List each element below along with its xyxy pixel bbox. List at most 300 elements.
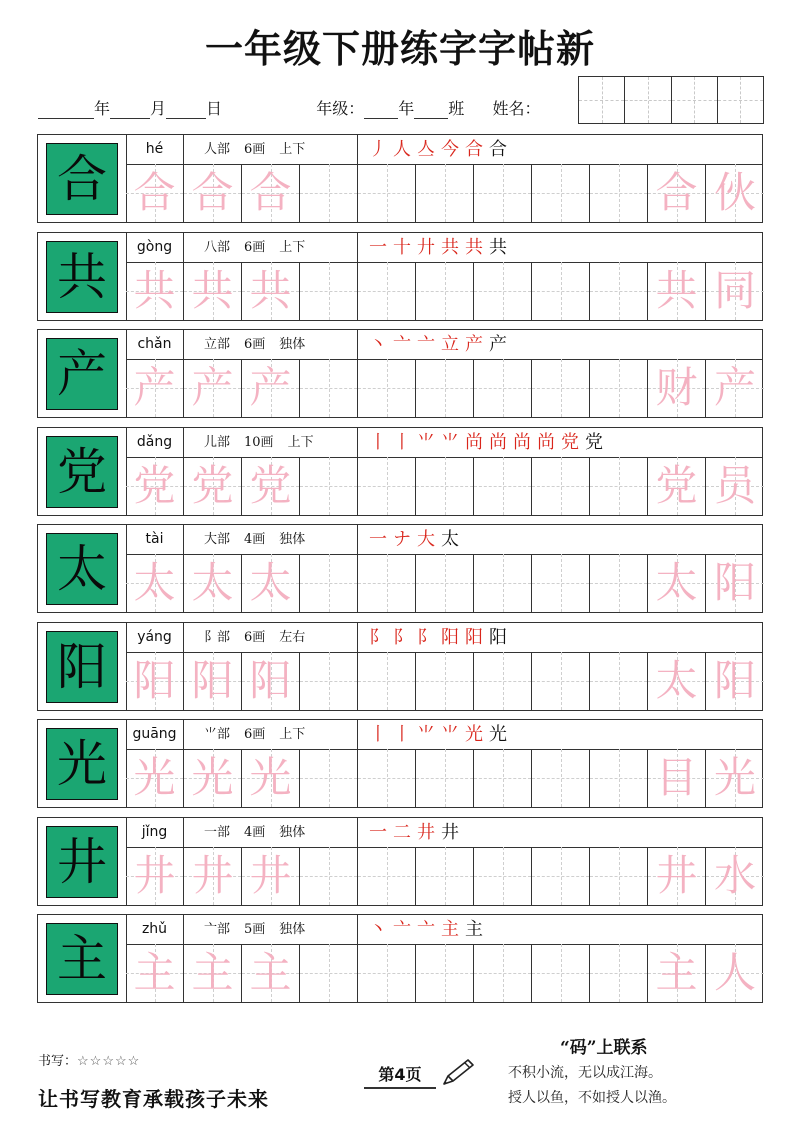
stroke-order <box>366 818 746 847</box>
rating-stars[interactable]: ☆☆☆☆☆ <box>77 1054 141 1069</box>
tian-grid-cell[interactable] <box>474 554 532 612</box>
stroke-step: 党 <box>561 431 579 453</box>
tian-grid-cell[interactable] <box>474 359 532 417</box>
pen-icon <box>440 1058 476 1088</box>
stroke-step: 产 <box>465 333 483 355</box>
trace-character: 太 <box>249 558 292 607</box>
tian-grid-cell[interactable] <box>126 847 184 905</box>
tian-grid-cell[interactable] <box>242 164 300 222</box>
stroke-step: 亠 <box>417 333 435 355</box>
structure: 独体 <box>279 825 306 840</box>
tian-grid-cell[interactable] <box>706 457 764 515</box>
tian-grid-cell[interactable] <box>706 749 764 807</box>
stroke-order <box>366 428 746 457</box>
stroke-step: 合 <box>489 138 507 160</box>
model-character-cell <box>38 623 127 710</box>
tian-grid-cell[interactable] <box>126 652 184 710</box>
pinyin: zhǔ <box>126 915 184 944</box>
trace-character: 井 <box>191 851 234 900</box>
stroke-step: 丨 <box>393 723 411 745</box>
tian-grid-cell[interactable] <box>184 457 242 515</box>
stroke-step: 党 <box>585 431 603 453</box>
character-info-row <box>126 233 762 263</box>
month-blank[interactable] <box>110 102 150 119</box>
character-meta <box>184 525 358 554</box>
tian-grid-cell[interactable] <box>300 164 358 222</box>
tian-grid-row <box>126 164 764 222</box>
quote-line-2: 授人以鱼，不如授人以渔。 <box>508 1090 676 1106</box>
model-character: 党 <box>46 436 118 508</box>
tian-grid-cell[interactable] <box>300 749 358 807</box>
trace-character: 共 <box>249 266 292 315</box>
stroke-step: ナ <box>393 528 411 550</box>
model-character-cell <box>38 428 127 515</box>
tian-grid-cell[interactable] <box>532 944 590 1002</box>
tian-grid-cell[interactable] <box>648 652 706 710</box>
tian-grid-row <box>126 944 764 1002</box>
tian-grid-cell[interactable] <box>532 457 590 515</box>
tian-grid-cell[interactable] <box>590 749 648 807</box>
stroke-step: 合 <box>465 138 483 160</box>
stroke-step: 大 <box>417 528 435 550</box>
character-info-row <box>126 915 762 945</box>
tian-grid-cell[interactable] <box>300 652 358 710</box>
name-box[interactable] <box>625 77 671 123</box>
stroke-step: 尚 <box>489 431 507 453</box>
model-character: 太 <box>46 533 118 605</box>
tian-grid-cell[interactable] <box>648 457 706 515</box>
tian-grid-cell[interactable] <box>358 457 416 515</box>
word-character: 井 <box>655 851 698 900</box>
tian-grid-cell[interactable] <box>474 944 532 1002</box>
tian-grid-cell[interactable] <box>532 652 590 710</box>
page-number: 第4页 <box>364 1062 436 1089</box>
tian-grid-cell[interactable] <box>416 847 474 905</box>
tian-grid-cell[interactable] <box>532 847 590 905</box>
stroke-step: 丶 <box>369 333 387 355</box>
year-label: 年 <box>94 99 111 118</box>
stroke-step: 阝 <box>417 626 435 648</box>
tian-grid-cell[interactable] <box>706 944 764 1002</box>
stroke-order <box>366 915 746 944</box>
model-character-cell <box>38 233 127 320</box>
tian-grid-row <box>126 262 764 320</box>
character-meta <box>184 623 358 652</box>
date-class-line <box>38 96 540 119</box>
stroke-step: 二 <box>393 821 411 843</box>
stroke-step: 丨 <box>369 431 387 453</box>
stroke-order <box>366 135 746 164</box>
tian-grid-row <box>126 652 764 710</box>
stroke-step: 光 <box>465 723 483 745</box>
structure: 上下 <box>279 240 306 255</box>
tian-grid-cell[interactable] <box>474 164 532 222</box>
trace-character: 光 <box>133 753 176 802</box>
tian-grid-cell[interactable] <box>532 554 590 612</box>
stroke-step: 丿 <box>369 138 387 160</box>
tian-grid-cell[interactable] <box>358 847 416 905</box>
character-meta <box>184 135 358 164</box>
tian-grid-cell[interactable] <box>416 554 474 612</box>
stroke-order <box>366 330 746 359</box>
stroke-step: 阳 <box>465 626 483 648</box>
practice-block <box>37 427 763 516</box>
tian-grid-cell[interactable] <box>242 554 300 612</box>
practice-block <box>37 134 763 223</box>
structure: 上下 <box>279 727 306 742</box>
tian-grid-cell[interactable] <box>648 359 706 417</box>
tian-grid-cell[interactable] <box>648 944 706 1002</box>
tian-grid-cell[interactable] <box>532 164 590 222</box>
trace-character: 主 <box>249 948 292 997</box>
trace-character: 井 <box>133 851 176 900</box>
stroke-step: ⺌ <box>441 723 459 745</box>
tian-grid-cell[interactable] <box>242 847 300 905</box>
tian-grid-cell[interactable] <box>358 554 416 612</box>
tian-grid-cell[interactable] <box>184 262 242 320</box>
model-character: 合 <box>46 143 118 215</box>
stroke-step: ⺌ <box>417 431 435 453</box>
tian-grid-cell[interactable] <box>358 944 416 1002</box>
tian-grid-cell[interactable] <box>474 457 532 515</box>
word-character: 共 <box>655 266 698 315</box>
word-character: 伙 <box>713 168 756 217</box>
tian-grid-cell[interactable] <box>706 847 764 905</box>
writing-rating <box>38 1050 140 1069</box>
stroke-count: 4画 <box>244 532 266 547</box>
tian-grid-cell[interactable] <box>590 847 648 905</box>
radical: 立部 <box>204 337 231 352</box>
practice-block <box>37 232 763 321</box>
character-info-row <box>126 818 762 848</box>
tian-grid-row <box>126 554 764 612</box>
grade-year-label: 年 <box>398 99 415 118</box>
tian-grid-cell[interactable] <box>416 652 474 710</box>
model-character-cell <box>38 330 127 417</box>
stroke-step: 尚 <box>513 431 531 453</box>
tian-grid-cell[interactable] <box>126 457 184 515</box>
stroke-step: 光 <box>489 723 507 745</box>
stroke-step: ⺌ <box>417 723 435 745</box>
trace-character: 光 <box>249 753 292 802</box>
stroke-count: 6画 <box>244 630 266 645</box>
tian-grid-cell[interactable] <box>590 359 648 417</box>
pinyin: dǎng <box>126 428 184 457</box>
structure: 独体 <box>279 922 306 937</box>
tian-grid-cell[interactable] <box>532 359 590 417</box>
structure: 左右 <box>279 630 306 645</box>
tian-grid-cell[interactable] <box>706 164 764 222</box>
trace-character: 阳 <box>191 656 234 705</box>
tian-grid-cell[interactable] <box>590 554 648 612</box>
trace-character: 共 <box>191 266 234 315</box>
model-character-cell <box>38 135 127 222</box>
stroke-step: 丶 <box>369 918 387 940</box>
word-character: 光 <box>713 753 756 802</box>
tian-grid-cell[interactable] <box>416 944 474 1002</box>
tian-grid-cell[interactable] <box>416 164 474 222</box>
tian-grid-cell[interactable] <box>590 164 648 222</box>
stroke-count: 6画 <box>244 337 266 352</box>
tian-grid-cell[interactable] <box>358 749 416 807</box>
tian-grid-cell[interactable] <box>126 554 184 612</box>
tian-grid-cell[interactable] <box>300 944 358 1002</box>
stroke-order <box>366 525 746 554</box>
pinyin: yáng <box>126 623 184 652</box>
quote-line-1: 不积小流，无以成江海。 <box>508 1065 662 1081</box>
trace-character: 产 <box>191 363 234 412</box>
stroke-step: 太 <box>441 528 459 550</box>
model-character-cell <box>38 720 127 807</box>
year-blank[interactable] <box>38 102 94 119</box>
word-character: 合 <box>655 168 698 217</box>
word-character: 同 <box>713 266 756 315</box>
name-box[interactable] <box>579 77 625 123</box>
word-character: 目 <box>655 753 698 802</box>
tian-grid-cell[interactable] <box>648 554 706 612</box>
tian-grid-cell[interactable] <box>126 359 184 417</box>
tian-grid-cell[interactable] <box>300 262 358 320</box>
trace-character: 主 <box>191 948 234 997</box>
stroke-step: 井 <box>441 821 459 843</box>
tian-grid-cell[interactable] <box>242 359 300 417</box>
stroke-step: 一 <box>369 821 387 843</box>
tian-grid-cell[interactable] <box>648 262 706 320</box>
stroke-step: 亠 <box>393 918 411 940</box>
name-box[interactable] <box>718 77 763 123</box>
stroke-step: 阝 <box>369 626 387 648</box>
trace-character: 太 <box>133 558 176 607</box>
name-label: 姓名： <box>492 99 541 118</box>
trace-character: 共 <box>133 266 176 315</box>
stroke-step: 阳 <box>441 626 459 648</box>
trace-character: 产 <box>249 363 292 412</box>
tian-grid-cell[interactable] <box>358 164 416 222</box>
stroke-step: 阝 <box>393 626 411 648</box>
tian-grid-cell[interactable] <box>300 359 358 417</box>
writing-label: 书写： <box>38 1054 78 1069</box>
tian-grid-cell[interactable] <box>184 847 242 905</box>
stroke-order <box>366 233 746 262</box>
tian-grid-cell[interactable] <box>590 262 648 320</box>
tian-grid-cell[interactable] <box>416 359 474 417</box>
stroke-step: 尚 <box>465 431 483 453</box>
stroke-step: 立 <box>441 333 459 355</box>
word-character: 水 <box>713 851 756 900</box>
tian-grid-cell[interactable] <box>184 554 242 612</box>
tian-grid-cell[interactable] <box>648 847 706 905</box>
practice-block <box>37 719 763 808</box>
word-character: 阳 <box>713 656 756 705</box>
radical: 人部 <box>204 142 231 157</box>
day-blank[interactable] <box>166 102 206 119</box>
word-character: 员 <box>713 461 756 510</box>
stroke-step: 人 <box>393 138 411 160</box>
grade-label: 年级： <box>316 99 365 118</box>
stroke-step: 丨 <box>393 431 411 453</box>
character-info-row <box>126 720 762 750</box>
slogan: 让书写教育承载孩子未来 <box>38 1087 269 1111</box>
word-character: 太 <box>655 656 698 705</box>
tian-grid-cell[interactable] <box>358 652 416 710</box>
stroke-count: 4画 <box>244 825 266 840</box>
tian-grid-cell[interactable] <box>184 164 242 222</box>
tian-grid-cell[interactable] <box>416 457 474 515</box>
name-writing-boxes[interactable] <box>578 76 764 124</box>
tian-grid-cell[interactable] <box>358 359 416 417</box>
word-character: 太 <box>655 558 698 607</box>
word-character: 产 <box>713 363 756 412</box>
word-character: 主 <box>655 948 698 997</box>
tian-grid-cell[interactable] <box>474 847 532 905</box>
character-meta <box>184 428 358 457</box>
trace-character: 党 <box>249 461 292 510</box>
tian-grid-cell[interactable] <box>590 457 648 515</box>
stroke-step: 丨 <box>369 723 387 745</box>
model-character: 共 <box>46 241 118 313</box>
stroke-step: 一 <box>369 528 387 550</box>
tian-grid-cell[interactable] <box>126 164 184 222</box>
character-meta <box>184 720 358 749</box>
tian-grid-cell[interactable] <box>242 457 300 515</box>
stroke-step: 廾 <box>417 236 435 258</box>
tian-grid-cell[interactable] <box>358 262 416 320</box>
stroke-order <box>366 720 746 749</box>
stroke-step: ⺌ <box>441 431 459 453</box>
class-blank[interactable] <box>414 102 448 119</box>
radical: 八部 <box>204 240 231 255</box>
tian-grid-cell[interactable] <box>184 749 242 807</box>
class-label: 班 <box>448 99 465 118</box>
tian-grid-cell[interactable] <box>416 262 474 320</box>
trace-character: 太 <box>191 558 234 607</box>
character-info-row <box>126 428 762 458</box>
stroke-step: 主 <box>441 918 459 940</box>
word-character: 人 <box>713 948 756 997</box>
model-character: 主 <box>46 923 118 995</box>
tian-grid-cell[interactable] <box>648 164 706 222</box>
word-character: 党 <box>655 461 698 510</box>
quote-title: “码”上联系 <box>560 1038 648 1058</box>
stroke-step: 亠 <box>417 918 435 940</box>
tian-grid-cell[interactable] <box>474 749 532 807</box>
model-character-cell <box>38 525 127 612</box>
tian-grid-cell[interactable] <box>184 944 242 1002</box>
character-info-row <box>126 623 762 653</box>
grade-blank[interactable] <box>364 102 398 119</box>
tian-grid-cell[interactable] <box>242 944 300 1002</box>
tian-grid-cell[interactable] <box>474 652 532 710</box>
character-info-row <box>126 525 762 555</box>
model-character-cell <box>38 818 127 905</box>
name-box[interactable] <box>672 77 718 123</box>
model-character: 产 <box>46 338 118 410</box>
tian-grid-cell[interactable] <box>126 749 184 807</box>
tian-grid-cell[interactable] <box>706 359 764 417</box>
structure: 独体 <box>279 337 306 352</box>
stroke-step: 井 <box>417 821 435 843</box>
stroke-step: 主 <box>465 918 483 940</box>
stroke-step: 阳 <box>489 626 507 648</box>
stroke-order <box>366 623 746 652</box>
tian-grid-cell[interactable] <box>706 554 764 612</box>
character-meta <box>184 330 358 359</box>
tian-grid-cell[interactable] <box>242 749 300 807</box>
tian-grid-cell[interactable] <box>300 847 358 905</box>
stroke-count: 10画 <box>244 435 274 450</box>
trace-character: 主 <box>133 948 176 997</box>
tian-grid-cell[interactable] <box>648 749 706 807</box>
trace-character: 合 <box>133 168 176 217</box>
practice-block <box>37 524 763 613</box>
character-meta <box>184 915 358 944</box>
tian-grid-row <box>126 359 764 417</box>
structure: 上下 <box>287 435 314 450</box>
stroke-step: 亠 <box>393 333 411 355</box>
practice-block <box>37 329 763 418</box>
character-meta <box>184 233 358 262</box>
tian-grid-cell[interactable] <box>532 262 590 320</box>
tian-grid-cell[interactable] <box>474 262 532 320</box>
stroke-step: 共 <box>465 236 483 258</box>
tian-grid-cell[interactable] <box>590 944 648 1002</box>
tian-grid-cell[interactable] <box>532 749 590 807</box>
stroke-count: 6画 <box>244 727 266 742</box>
radical: 亠部 <box>204 922 231 937</box>
tian-grid-cell[interactable] <box>242 652 300 710</box>
trace-character: 合 <box>249 168 292 217</box>
tian-grid-cell[interactable] <box>416 749 474 807</box>
pinyin: tài <box>126 525 184 554</box>
stroke-count: 6画 <box>244 240 266 255</box>
tian-grid-cell[interactable] <box>590 652 648 710</box>
pinyin: guāng <box>126 720 184 749</box>
radical: 一部 <box>204 825 231 840</box>
trace-character: 党 <box>191 461 234 510</box>
tian-grid-cell[interactable] <box>706 262 764 320</box>
tian-grid-cell[interactable] <box>300 457 358 515</box>
model-character-cell <box>38 915 127 1002</box>
stroke-step: 十 <box>393 236 411 258</box>
stroke-step: 共 <box>489 236 507 258</box>
pinyin: gòng <box>126 233 184 262</box>
radical: 儿部 <box>204 435 231 450</box>
tian-grid-cell[interactable] <box>126 262 184 320</box>
tian-grid-cell[interactable] <box>184 652 242 710</box>
tian-grid-row <box>126 847 764 905</box>
practice-block <box>37 817 763 906</box>
radical: 大部 <box>204 532 231 547</box>
tian-grid-cell[interactable] <box>300 554 358 612</box>
trace-character: 阳 <box>249 656 292 705</box>
tian-grid-cell[interactable] <box>706 652 764 710</box>
tian-grid-cell[interactable] <box>242 262 300 320</box>
trace-character: 井 <box>249 851 292 900</box>
practice-block <box>37 622 763 711</box>
stroke-step: 产 <box>489 333 507 355</box>
stroke-step: 今 <box>441 138 459 160</box>
tian-grid-row <box>126 457 764 515</box>
character-info-row <box>126 135 762 165</box>
pinyin: hé <box>126 135 184 164</box>
radical: ⺌部 <box>204 727 231 742</box>
tian-grid-cell[interactable] <box>184 359 242 417</box>
tian-grid-cell[interactable] <box>126 944 184 1002</box>
stroke-step: 共 <box>441 236 459 258</box>
structure: 独体 <box>279 532 306 547</box>
character-meta <box>184 818 358 847</box>
character-info-row <box>126 330 762 360</box>
